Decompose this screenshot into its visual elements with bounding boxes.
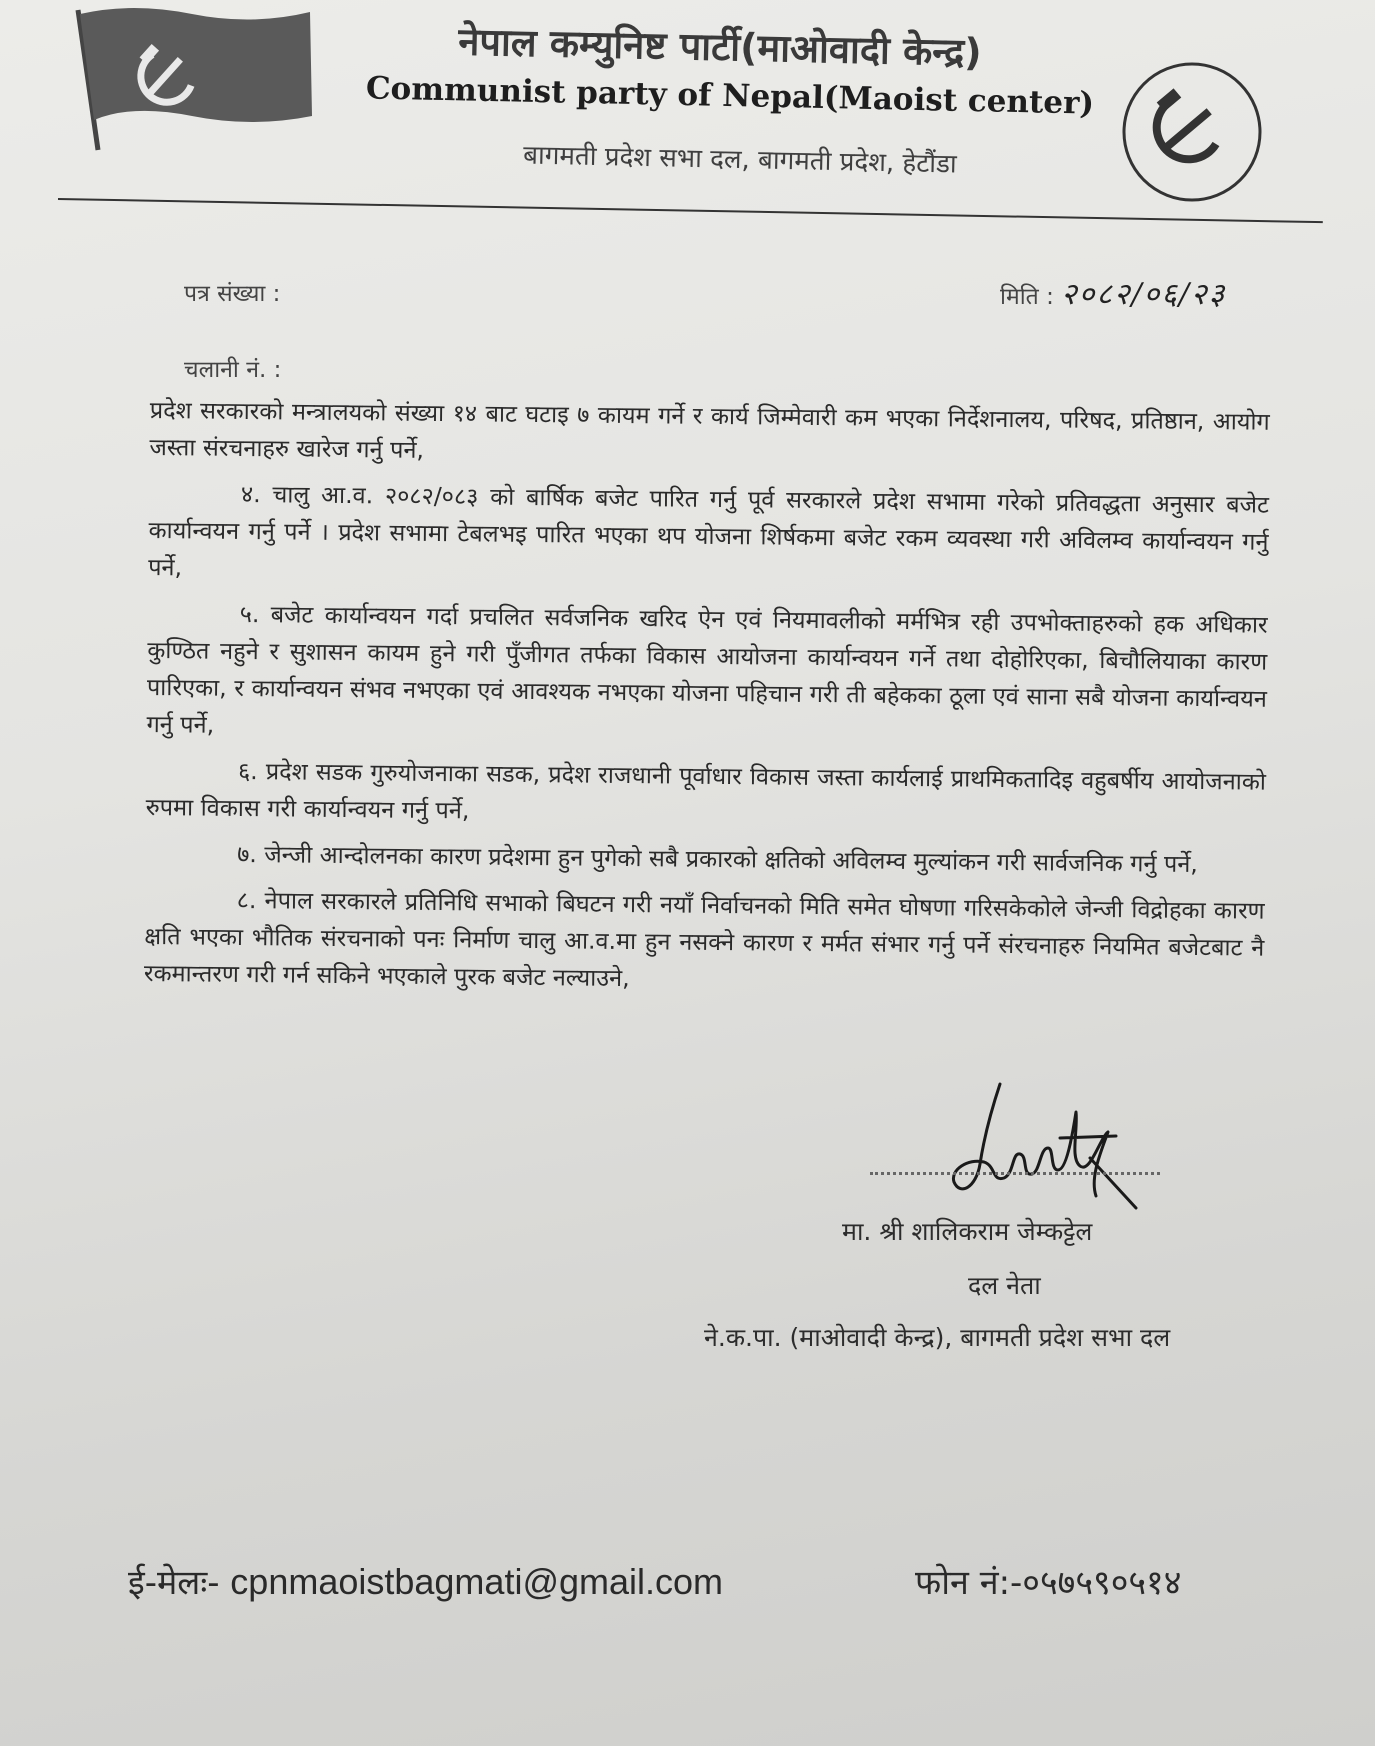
signatory-organization: ने.क.पा. (माओवादी केन्द्र), बागमती प्रदेश सभा दल	[704, 1323, 1171, 1352]
body-paragraph-7: ७. जेन्जी आन्दोलनका कारण प्रदेशमा हुन पुगेको सबै प्रकारको क्षतिको अविलम्व मुल्यांकन गरी सार्वजनिक गर्नु पर्ने,	[237, 839, 1198, 878]
footer-phone	[915, 1558, 1181, 1604]
dispatch-number-label: चलानी नं. :	[184, 357, 282, 383]
phone-number: ०५७५९०५१४	[1022, 1563, 1182, 1603]
signature-dotted-line	[870, 1172, 1160, 1175]
phone-label: फोन नं:-	[915, 1563, 1023, 1603]
letter-number-label: पत्र संख्या :	[184, 281, 281, 307]
email-address-link[interactable]: cpnmaoistbagmati@gmail.com	[230, 1561, 724, 1602]
hammer-sickle-emblem-icon	[1118, 58, 1266, 206]
date-label: मिति :	[1000, 284, 1054, 310]
handwritten-signature-icon	[940, 1078, 1140, 1213]
party-subtitle-address: बागमती प्रदेश सभा दल, बागमती प्रदेश, हेटौंडा	[522, 140, 958, 180]
body-paragraph-6: ६. प्रदेश सडक गुरुयोजनाका सडक, प्रदेश राजधानी पूर्वाधार विकास जस्ता कार्यलाई प्राथमिकतादिइ वहुबर्षीय आयोजनाको रुपमा विकास गरी कार्यान्वयन गर्नु पर्ने,	[145, 756, 1267, 825]
date-field	[1000, 272, 1226, 313]
body-paragraph-5: ५. बजेट कार्यान्वयन गर्दा प्रचलित सर्वजनिक खरिद ऐन एवं नियमावलीको मर्मभित्र रही उपभोक्ताहरुको हक अधिकार कुण्ठित नहुने र सुशासन कायम हुने गरी पुँजीगत तर्फका विकास आयोजना कार्यान्वयन गर्ने तथा दोहोरिएका, बिचौलियाका कारण पारिएका, र कार्यान्वयन संभव नभएका एवं आवश्यक नभएका योजना पहिचान गरी ती बहेकका ठूला एवं साना सबै योजना कार्यान्वयन गर्नु पर्ने,	[146, 599, 1268, 739]
body-paragraph-continued: प्रदेश सरकारको मन्त्रालयको संख्या १४ बाट घटाइ ७ कायम गर्ने र कार्य जिम्मेवारी कम भएका निर्देशनालय, परिषद, प्रतिष्ठान, आयोग जस्ता संरचनाहरु खारेज गर्नु पर्ने,	[149, 395, 1270, 464]
party-name-nepali: नेपाल कम्युनिष्ट पार्टी(माओवादी केन्द्र)	[457, 19, 983, 75]
signatory-title: दल नेता	[968, 1271, 1041, 1300]
date-value: २०८२/०६/२३	[1061, 277, 1227, 312]
body-paragraph-4: ४. चालु आ.व. २०८२/०८३ को बार्षिक बजेट पारित गर्नु पूर्व सरकारले प्रदेश सभामा गरेको प्रतिवद्धता अनुसार बजेट कार्यान्वयन गर्नु पर्ने । प्रदेश सभामा टेबलभइ पारित भएका थप योजना शिर्षकमा बजेट रकम व्यवस्था गरी अविलम्व कार्यान्वयन गर्नु पर्ने,	[148, 479, 1270, 582]
signatory-name: मा. श्री शालिकराम जेम्कट्टेल	[842, 1217, 1093, 1246]
party-name-english: Communist party of Nepal(Maoist center)	[365, 70, 1095, 122]
party-flag-icon	[72, 4, 322, 154]
letter-body	[144, 392, 1270, 1013]
body-paragraph-8: ८. नेपाल सरकारले प्रतिनिधि सभाको बिघटन गरी नयाँ निर्वाचनको मिति समेत घोषणा गरिसकेकोले जेन्जी विद्रोहका कारण क्षति भएका भौतिक संरचनाको पनः निर्माण चालु आ.व.मा हुन नसक्ने कारण र मर्मत संभार गर्नु पर्ने संरचनाहरु नियमित बजेटबाट नै रकमान्तरण गरी गर्न सकिने भएकाले पुरक बजेट नल्याउने,	[143, 885, 1265, 993]
footer-email	[128, 1558, 723, 1604]
email-label: ई-मेलः-	[128, 1563, 220, 1603]
